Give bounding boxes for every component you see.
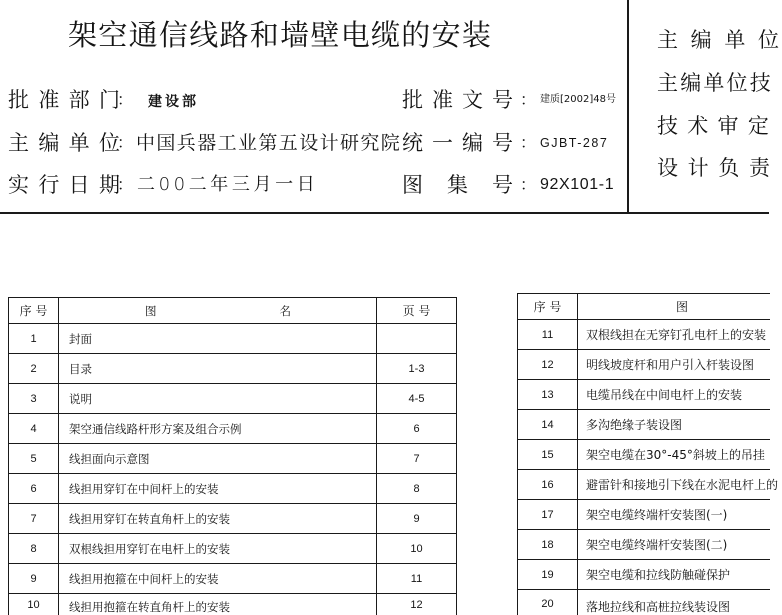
header-number: 序 号 [518,294,578,320]
page-number: 1-3 [377,354,457,384]
colon: ： [117,130,133,156]
table-row [518,530,770,560]
table-row [9,354,457,384]
row-number: 3 [9,384,59,414]
colon: ： [520,87,536,113]
table-row [518,410,770,440]
colon: ： [520,172,536,198]
info-row-approval [0,87,627,113]
approval-doc-value: 建质[2002]48号 [540,87,616,113]
effective-date-value: 二00二年三月一日 [137,172,318,198]
approval-doc-label: 批 准 文 号 [402,87,513,113]
sign-line-editor-unit: 主 编 单 位 [657,27,782,53]
row-number: 14 [518,410,578,440]
approval-dept-label: 批 准 部 门 [8,87,120,113]
table-row [518,500,770,530]
drawing-name: 线担用抱箍在中间杆上的安装 [59,564,377,594]
row-number: 7 [9,504,59,534]
drawing-name: 架空电缆终端杆安装图(二) [578,530,770,560]
approval-dept-value: 建设部 [148,89,199,115]
unified-code-value: GJBT-287 [540,130,608,156]
drawing-name: 双根线担用穿钉在电杆上的安装 [59,534,377,564]
editor-unit-label: 主 编 单 位 [8,130,120,156]
table-row [518,380,770,410]
page-number: 7 [377,444,457,474]
drawing-name: 双根线担在无穿钉孔电杆上的安装 [578,320,770,350]
row-number: 15 [518,440,578,470]
row-number: 2 [9,354,59,384]
table-row [518,590,770,615]
header-page: 页 号 [377,298,457,324]
table-row [9,504,457,534]
drawing-name: 线担用抱箍在转直角杆上的安装 [59,594,377,615]
drawing-name: 线担用穿钉在中间杆上的安装 [59,474,377,504]
drawing-name: 线担面向示意图 [59,444,377,474]
row-number: 11 [518,320,578,350]
colon: ： [117,87,133,113]
header-name [59,298,377,324]
sign-line-editor-tech: 主编单位技 [657,70,773,96]
row-number: 13 [518,380,578,410]
drawing-name: 架空电缆终端杆安装图(一) [578,500,770,530]
table-header-row [9,298,457,324]
table-row [518,560,770,590]
unified-code-label: 统 一 编 号 [402,130,513,156]
info-row-editor [0,130,627,156]
sign-line-tech-review: 技 术 审 定 [657,113,770,139]
page-number: 6 [377,414,457,444]
table-row [518,440,770,470]
row-number: 19 [518,560,578,590]
index-table-right [517,293,770,615]
drawing-name: 电缆吊线在中间电杆上的安装 [578,380,770,410]
table-row [9,444,457,474]
drawing-name: 多沟绝缘子装设图 [578,410,770,440]
table-row [9,474,457,504]
header-number: 序 号 [9,298,59,324]
vertical-divider [627,0,629,213]
page-number: 11 [377,564,457,594]
page-number: 12 [377,594,457,615]
page-number: 4-5 [377,384,457,414]
table-row [518,350,770,380]
row-number: 10 [9,594,59,615]
drawing-name: 架空电缆在30°-45°斜坡上的吊挂 [578,440,770,470]
drawing-name: 目录 [59,354,377,384]
row-number: 8 [9,534,59,564]
drawing-name: 落地拉线和高桩拉线装设图 [578,590,770,615]
editor-unit-value: 中国兵器工业第五设计研究院 [136,130,401,156]
drawing-name: 避雷针和接地引下线在水泥电杆上的 [578,470,770,500]
table-row [9,324,457,354]
row-number: 20 [518,590,578,615]
row-number: 1 [9,324,59,354]
document-title: 架空通信线路和墙壁电缆的安装 [68,14,492,56]
info-row-date [0,172,627,198]
effective-date-label: 实 行 日 期 [8,172,120,198]
header-name: 图 [578,294,770,320]
header-name-first: 图 [145,304,157,318]
row-number: 5 [9,444,59,474]
row-number: 16 [518,470,578,500]
sign-block [632,0,769,211]
index-table-left-frame [7,296,457,613]
row-number: 4 [9,414,59,444]
table-row [9,564,457,594]
page-number: 9 [377,504,457,534]
drawing-name: 明线坡度杆和用户引入杆装设图 [578,350,770,380]
index-table-right-frame [516,292,769,613]
atlas-number-label: 图 集 号 [402,172,513,198]
colon: ： [520,130,536,156]
atlas-number-value: 92X101-1 [540,172,614,198]
table-row [9,594,457,615]
table-row [9,534,457,564]
colon: ： [117,172,133,198]
row-number: 6 [9,474,59,504]
table-row [518,470,770,500]
header-name-second: 名 [280,304,292,318]
page-number: 8 [377,474,457,504]
table-row [9,414,457,444]
index-table-left [8,297,457,615]
header-divider [0,212,769,214]
drawing-name: 架空电缆和拉线防触碰保护 [578,560,770,590]
row-number: 18 [518,530,578,560]
row-number: 12 [518,350,578,380]
page-number [377,324,457,354]
table-row [518,320,770,350]
drawing-name: 架空通信线路杆形方案及组合示例 [59,414,377,444]
table-row [9,384,457,414]
drawing-name: 封面 [59,324,377,354]
row-number: 9 [9,564,59,594]
page-number: 10 [377,534,457,564]
drawing-name: 说明 [59,384,377,414]
table-header-row [518,294,770,320]
row-number: 17 [518,500,578,530]
drawing-name: 线担用穿钉在转直角杆上的安装 [59,504,377,534]
sign-line-design-lead: 设 计 负 责 [657,155,772,181]
